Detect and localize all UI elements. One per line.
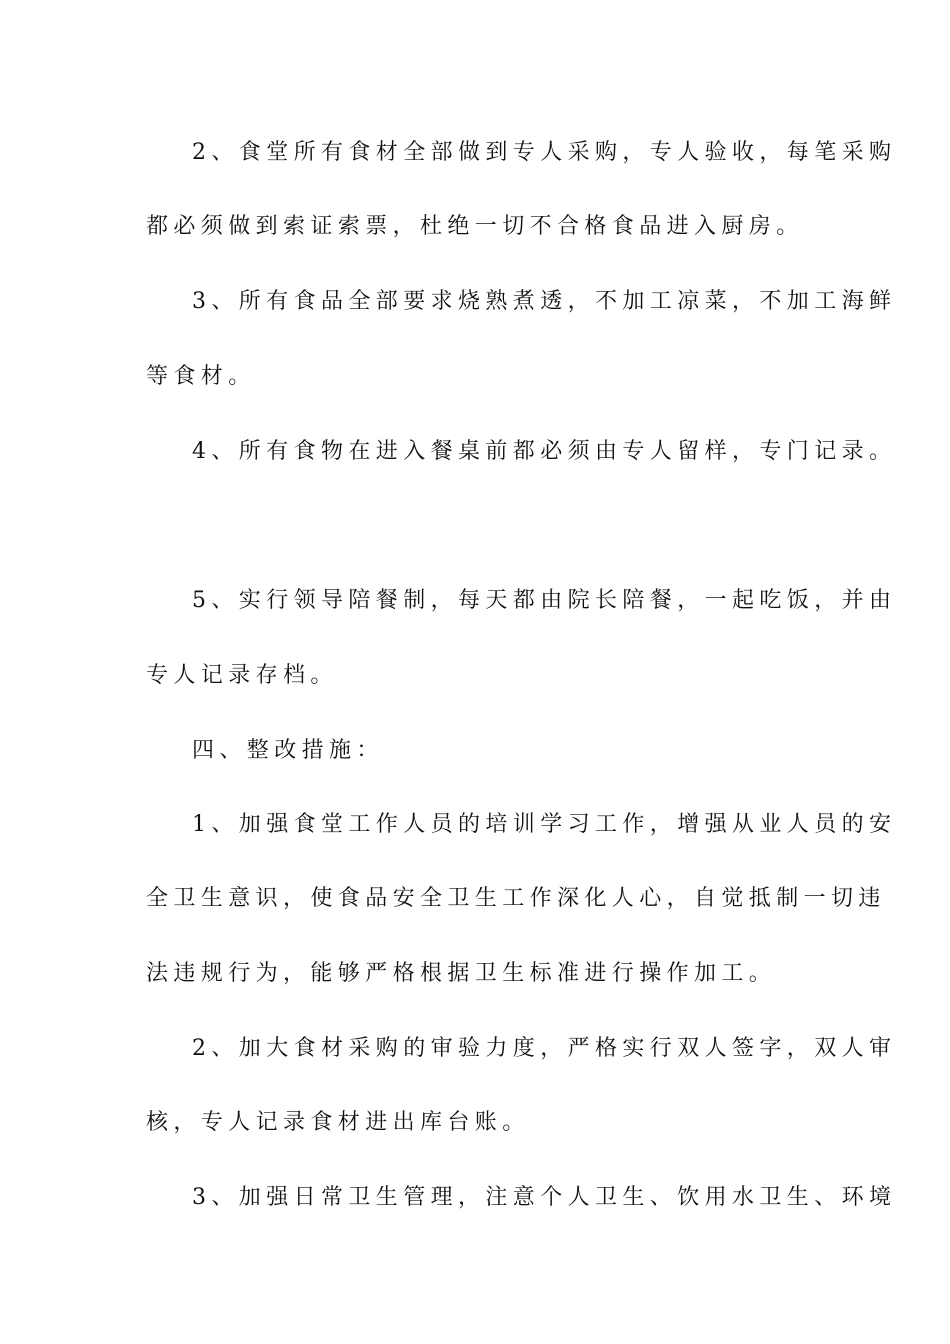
paragraph-line: 3、所有食品全部要求烧熟煮透，不加工凉菜，不加工海鲜 (192, 289, 897, 314)
paragraph-line: 4、所有食物在进入餐桌前都必须由专人留样，专门记录。 (192, 439, 897, 464)
paragraph-line: 核，专人记录食材进出库台账。 (146, 1110, 530, 1135)
paragraph-line: 法违规行为，能够严格根据卫生标准进行操作加工。 (146, 961, 777, 986)
paragraph-line: 专人记录存档。 (146, 663, 338, 688)
paragraph-line: 3、加强日常卫生管理，注意个人卫生、饮用水卫生、环境 (192, 1185, 897, 1210)
paragraph-line: 2、加大食材采购的审验力度，严格实行双人签字，双人审 (192, 1036, 897, 1061)
paragraph-line: 2、食堂所有食材全部做到专人采购，专人验收，每笔采购 (192, 140, 897, 165)
paragraph-line: 1、加强食堂工作人员的培训学习工作，增强从业人员的安 (192, 812, 897, 837)
section-heading: 四、整改措施： (192, 738, 384, 763)
paragraph-line: 5、实行领导陪餐制，每天都由院长陪餐，一起吃饭，并由 (192, 588, 897, 613)
paragraph-line: 等食材。 (146, 364, 256, 389)
paragraph-line: 都必须做到索证索票，杜绝一切不合格食品进入厨房。 (146, 214, 804, 239)
paragraph-line: 全卫生意识，使食品安全卫生工作深化人心，自觉抵制一切违 (146, 886, 886, 911)
